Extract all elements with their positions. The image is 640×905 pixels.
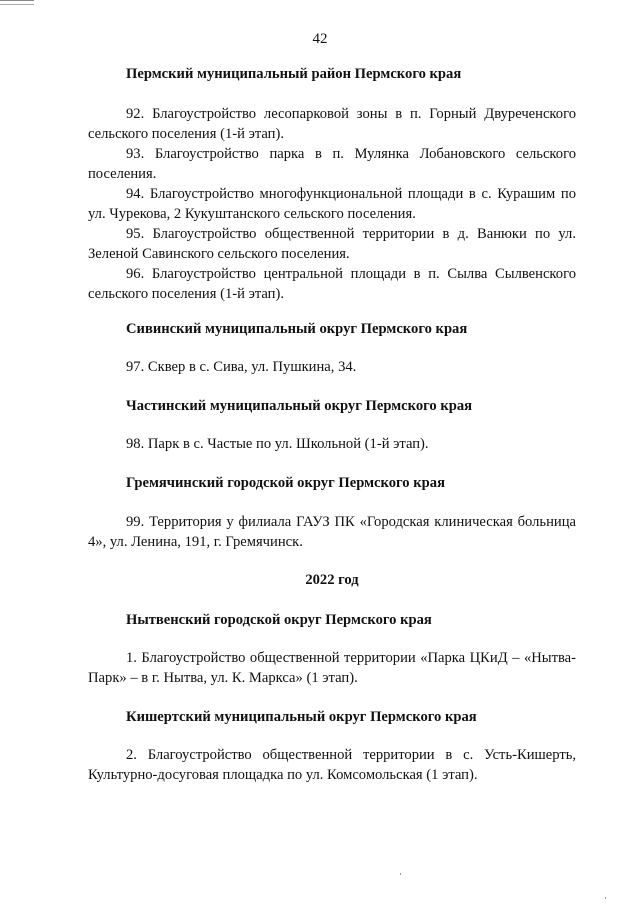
list-item: 92. Благоустройство лесопарковой зоны в п. Горный Двуреченского сельского поселения (1-й этап).	[88, 106, 576, 142]
section-items-chastinsky	[88, 434, 576, 454]
list-item: 97. Сквер в с. Сива, ул. Пушкина, 34.	[126, 359, 357, 375]
section-heading-kishert: Кишертский муниципальный округ Пермского края	[126, 709, 477, 725]
section-items-perm-district	[88, 104, 576, 304]
list-item: 94. Благоустройство многофункциональной площади в с. Курашим по ул. Чурекова, 2 Кукуштанского сельского поселения.	[88, 186, 576, 222]
scan-corner-mark	[0, 0, 34, 5]
section-items-gremyachinsk	[88, 512, 576, 552]
list-item: 96. Благоустройство центральной площади в п. Сылва Сылвенского сельского поселения (1-й этап).	[88, 266, 576, 302]
list-item: 98. Парк в с. Частые по ул. Школьной (1-й этап).	[126, 436, 429, 452]
list-item: 2. Благоустройство общественной территории в с. Усть-Кишерть, Культурно-досуговая площадка по ул. Комсомольская (1 этап).	[88, 747, 576, 783]
section-items-sivinsky	[88, 357, 576, 377]
year-heading: 2022 год	[305, 572, 359, 588]
list-item: 99. Территория у филиала ГАУЗ ПК «Городская клиническая больница 4», ул. Ленина, 191, г. Гремячинск.	[88, 514, 576, 550]
list-item: 95. Благоустройство общественной территории в д. Ванюки по ул. Зеленой Савинского сельского поселения.	[88, 226, 576, 262]
section-heading-sivinsky: Сивинский муниципальный округ Пермского края	[126, 321, 468, 337]
section-items-kishert	[88, 745, 576, 785]
section-heading-chastinsky: Частинский муниципальный округ Пермского края	[126, 398, 473, 414]
scan-speck	[605, 897, 606, 899]
section-heading-gremyachinsk: Гремячинский городской округ Пермского края	[126, 475, 445, 491]
section-heading-nytva: Нытвенский городской округ Пермского края	[126, 612, 432, 628]
section-heading-perm-district: Пермский муниципальный район Пермского края	[126, 66, 462, 82]
section-items-nytva	[88, 648, 576, 688]
list-item: 1. Благоустройство общественной территории «Парка ЦКиД – «Нытва-Парк» – в г. Нытва, ул. К. Маркса» (1 этап).	[88, 650, 576, 686]
list-item: 93. Благоустройство парка в п. Мулянка Лобановского сельского поселения.	[88, 146, 576, 182]
page-number: 42	[312, 31, 328, 47]
scan-speck	[400, 873, 401, 875]
